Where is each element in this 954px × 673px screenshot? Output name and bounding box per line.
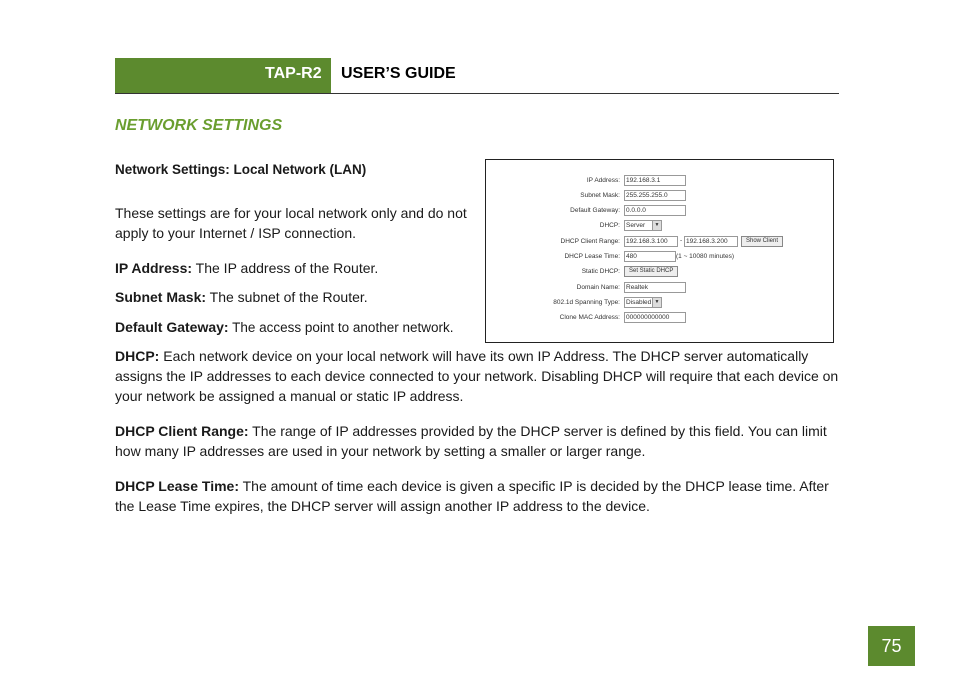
range-text: The range of IP addresses provided by the DHCP server is defined by this field. You can limit how many IP addresses are used in your network by setting a smaller or larger range. xyxy=(115,423,827,459)
stp-select-value: Disabled xyxy=(626,299,652,306)
lease-field[interactable]: 480 xyxy=(624,251,676,262)
mask-label: Subnet Mask: xyxy=(580,192,620,199)
lease-text: The amount of time each device is given a specific IP is decided by the DHCP lease time. After the Lease Time expires, the DHCP server will assign another IP address to the device. xyxy=(115,478,829,514)
stp-label: 802.1d Spanning Type: xyxy=(553,299,620,306)
domain-field[interactable]: Realtek xyxy=(624,282,686,293)
chevron-down-icon: ▼ xyxy=(652,298,661,307)
range-definition xyxy=(115,421,829,461)
dhcp-definition xyxy=(115,346,839,406)
ip-term: IP Address: xyxy=(115,260,193,276)
chevron-down-icon: ▼ xyxy=(652,221,661,230)
domain-label: Domain Name: xyxy=(576,284,620,291)
gateway-field[interactable]: 0.0.0.0 xyxy=(624,205,686,216)
lease-row xyxy=(486,250,833,264)
range-term: DHCP Client Range: xyxy=(115,423,249,439)
section-title: NETWORK SETTINGS xyxy=(115,117,283,134)
dhcp-select[interactable] xyxy=(624,220,662,231)
lease-note: (1 ~ 10080 minutes) xyxy=(676,253,734,260)
lease-definition xyxy=(115,476,829,516)
range-row xyxy=(486,235,833,249)
page-number: 75 xyxy=(868,626,915,666)
intro-paragraph: These settings are for your local network only and do not apply to your Internet / ISP connection. xyxy=(115,205,467,241)
mask-row xyxy=(486,189,833,203)
range-separator: - xyxy=(680,237,683,244)
gateway-label: Default Gateway: xyxy=(570,207,620,214)
stp-row xyxy=(486,296,833,310)
mask-definition xyxy=(115,287,368,307)
dhcp-label: DHCP: xyxy=(599,222,620,229)
range-start-field[interactable]: 192.168.3.100 xyxy=(624,236,678,247)
gateway-row xyxy=(486,204,833,218)
mac-row xyxy=(486,311,833,325)
dhcp-term: DHCP: xyxy=(115,348,160,364)
ip-text: The IP address of the Router. xyxy=(192,260,379,276)
gateway-term: Default Gateway: xyxy=(115,319,229,335)
ip-row xyxy=(486,174,833,188)
dhcp-row xyxy=(486,219,833,233)
mac-label: Clone MAC Address: xyxy=(559,314,620,321)
gateway-text: The access point to another network. xyxy=(228,320,454,335)
ip-definition xyxy=(115,258,378,278)
range-end-field[interactable]: 192.168.3.200 xyxy=(684,236,738,247)
header-product: TAP-R2 xyxy=(265,65,322,82)
static-label: Static DHCP: xyxy=(581,268,620,275)
header-guide-title: USER’S GUIDE xyxy=(341,65,456,82)
set-static-dhcp-button[interactable]: Set Static DHCP xyxy=(624,266,678,277)
ip-field[interactable]: 192.168.3.1 xyxy=(624,175,686,186)
subheading: Network Settings: Local Network (LAN) xyxy=(115,162,367,177)
ip-label: IP Address: xyxy=(586,177,620,184)
static-row xyxy=(486,265,833,279)
stp-select[interactable] xyxy=(624,297,662,308)
mask-text: The subnet of the Router. xyxy=(206,289,368,305)
range-label: DHCP Client Range: xyxy=(560,238,620,245)
header-rule xyxy=(115,93,839,94)
gateway-definition xyxy=(115,317,453,338)
lease-label: DHCP Lease Time: xyxy=(564,253,620,260)
mac-field[interactable]: 000000000000 xyxy=(624,312,686,323)
lan-settings-screenshot xyxy=(485,159,834,343)
lease-term: DHCP Lease Time: xyxy=(115,478,239,494)
mask-field[interactable]: 255.255.255.0 xyxy=(624,190,686,201)
domain-row xyxy=(486,281,833,295)
mask-term: Subnet Mask: xyxy=(115,289,207,305)
show-client-button[interactable]: Show Client xyxy=(741,236,783,247)
dhcp-select-value: Server xyxy=(626,222,646,229)
dhcp-text: Each network device on your local network will have its own IP Address. The DHCP server automatically assigns the IP addresses to each device connected to your network. Disabling DHCP will require that each device on your network be assigned a manual or static IP address. xyxy=(115,348,839,404)
